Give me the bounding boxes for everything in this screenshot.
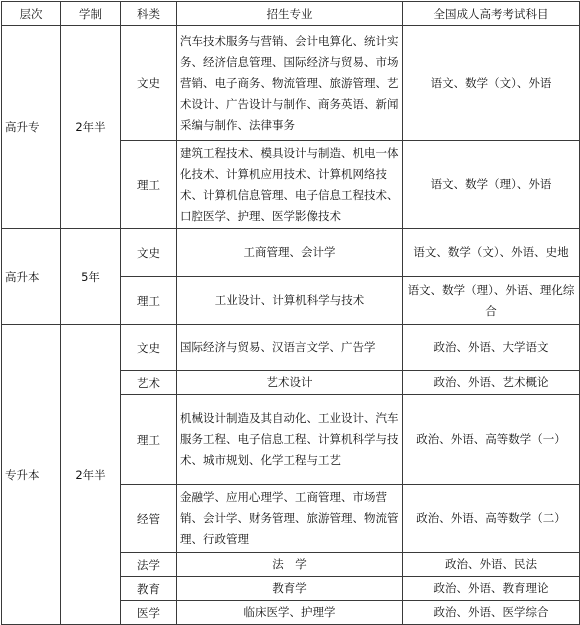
duration-cell: 5年 xyxy=(61,229,121,325)
duration-cell: 2年半 xyxy=(61,26,121,229)
header-level: 层次 xyxy=(2,2,61,26)
header-majors: 招生专业 xyxy=(177,2,403,26)
category-cell: 理工 xyxy=(121,277,177,325)
majors-cell: 法 学 xyxy=(177,553,403,577)
exam-subjects-cell: 政治、外语、医学综合 xyxy=(403,601,580,625)
level-cell: 高升专 xyxy=(2,26,61,229)
majors-cell: 汽车技术服务与营销、会计电算化、统计实务、经济信息管理、国际经济与贸易、市场营销、电子商务、物流管理、旅游管理、艺术设计、广告设计与制作、商务英语、新闻采编与制作、法律事务 xyxy=(177,26,403,141)
header-category: 科类 xyxy=(121,2,177,26)
level-cell: 专升本 xyxy=(2,325,61,625)
category-cell: 理工 xyxy=(121,141,177,229)
exam-subjects-cell: 语文、数学（文）、外语 xyxy=(403,26,580,141)
exam-subjects-cell: 政治、外语、艺术概论 xyxy=(403,371,580,395)
table-row xyxy=(2,26,580,141)
exam-subjects-cell: 语文、数学（文）、外语、史地 xyxy=(403,229,580,277)
category-cell: 文史 xyxy=(121,229,177,277)
majors-cell: 建筑工程技术、模具设计与制造、机电一体化技术、计算机应用技术、计算机网络技术、计算机信息管理、电子信息工程技术、口腔医学、护理、医学影像技术 xyxy=(177,141,403,229)
exam-subjects-cell: 政治、外语、大学语文 xyxy=(403,325,580,371)
exam-subjects-cell: 政治、外语、教育理论 xyxy=(403,577,580,601)
majors-cell: 教育学 xyxy=(177,577,403,601)
category-cell: 教育 xyxy=(121,577,177,601)
admissions-table xyxy=(1,1,580,625)
majors-cell: 机械设计制造及其自动化、工业设计、汽车服务工程、电子信息工程、计算机科学与技术、城市规划、化学工程与工艺 xyxy=(177,395,403,485)
majors-cell: 工业设计、计算机科学与技术 xyxy=(177,277,403,325)
exam-subjects-cell: 政治、外语、高等数学（二） xyxy=(403,485,580,553)
exam-subjects-cell: 政治、外语、民法 xyxy=(403,553,580,577)
majors-cell: 临床医学、护理学 xyxy=(177,601,403,625)
level-cell: 高升本 xyxy=(2,229,61,325)
exam-subjects-cell: 语文、数学（理）、外语、理化综合 xyxy=(403,277,580,325)
category-cell: 文史 xyxy=(121,325,177,371)
majors-cell: 国际经济与贸易、汉语言文学、广告学 xyxy=(177,325,403,371)
majors-cell: 艺术设计 xyxy=(177,371,403,395)
header-duration: 学制 xyxy=(61,2,121,26)
table-row xyxy=(2,325,580,371)
category-cell: 理工 xyxy=(121,395,177,485)
majors-cell: 金融学、应用心理学、工商管理、市场营销、会计学、财务管理、旅游管理、物流管理、行政管理 xyxy=(177,485,403,553)
table-row xyxy=(2,229,580,277)
exam-subjects-cell: 语文、数学（理）、外语 xyxy=(403,141,580,229)
category-cell: 法学 xyxy=(121,553,177,577)
header-row xyxy=(2,2,580,26)
category-cell: 文史 xyxy=(121,26,177,141)
category-cell: 经管 xyxy=(121,485,177,553)
header-exam-subjects: 全国成人高考考试科目 xyxy=(403,2,580,26)
category-cell: 艺术 xyxy=(121,371,177,395)
exam-subjects-cell: 政治、外语、高等数学（一） xyxy=(403,395,580,485)
duration-cell: 2年半 xyxy=(61,325,121,625)
majors-cell: 工商管理、会计学 xyxy=(177,229,403,277)
category-cell: 医学 xyxy=(121,601,177,625)
